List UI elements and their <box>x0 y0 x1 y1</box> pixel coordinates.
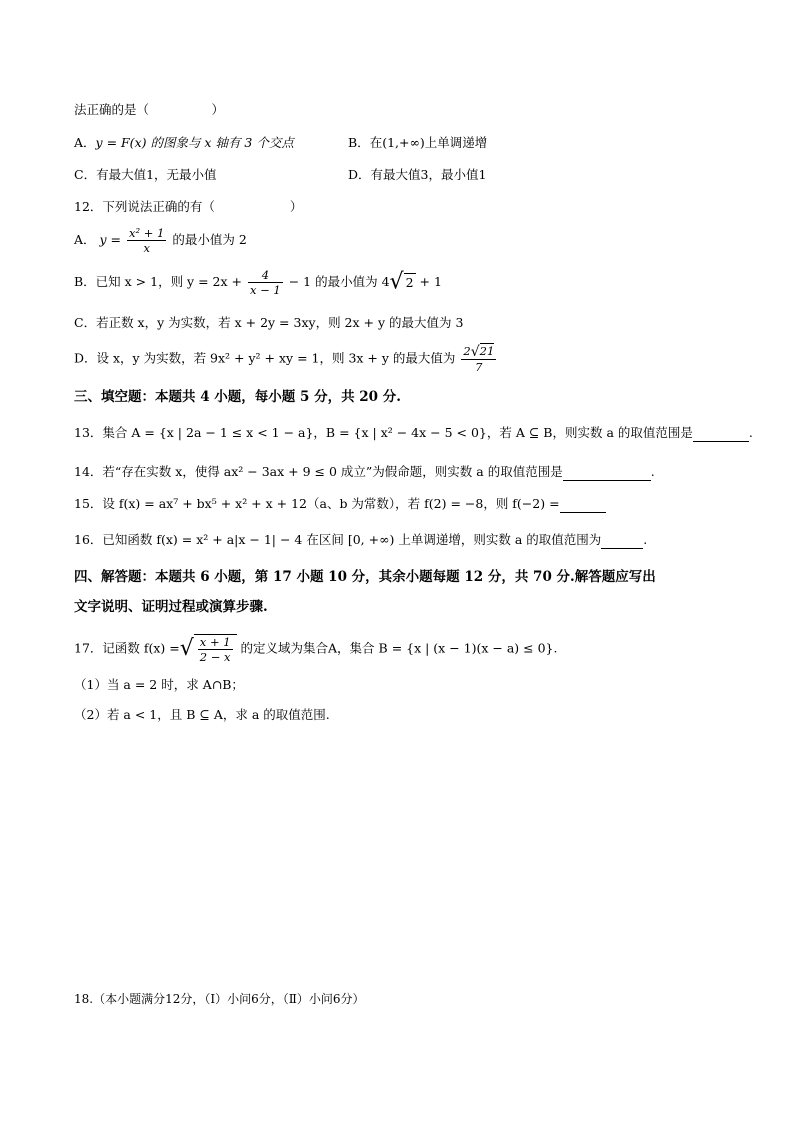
q12-option-b-denominator: x − 1 <box>249 283 281 297</box>
q12-option-b-fraction <box>248 268 283 297</box>
q13 <box>74 424 753 442</box>
q15 <box>74 495 606 513</box>
q15-text: 15．设 f(x) = ax⁷ + bx⁵ + x² + x + 12（a、b 为常数），若 f(2) = −8，则 f(−2) = <box>74 496 560 511</box>
q16 <box>74 531 647 549</box>
section-4-heading-line2: 文字说明、证明过程或演算步骤. <box>74 599 268 615</box>
q11-option-a-label: A． <box>74 135 96 150</box>
q12-option-a <box>74 226 247 255</box>
q17-pre: 17．记函数 f(x) = <box>74 640 180 656</box>
q12-option-a-pre: y = <box>99 232 122 247</box>
q12-option-d-num-coef: 2 <box>463 344 471 358</box>
q16-answer-blank[interactable] <box>601 548 643 549</box>
q15-answer-blank[interactable] <box>560 512 606 513</box>
section-3-heading: 三、填空题：本题共 4 小题，每小题 5 分，共 20 分. <box>74 389 401 405</box>
q11-option-b <box>348 134 487 152</box>
q12-option-d-denominator: 7 <box>475 360 483 374</box>
q11-option-a-text: y = F(x) 的图象与 x 轴有 3 个交点 <box>95 135 294 150</box>
q12-option-a-numerator: x² + 1 <box>129 226 165 240</box>
q16-end: . <box>643 532 648 547</box>
q12-option-b <box>74 268 442 297</box>
q13-answer-blank[interactable] <box>693 441 749 442</box>
q12-option-d-fraction <box>461 344 496 374</box>
q14 <box>74 463 655 481</box>
q12-option-a-post: 的最小值为 2 <box>172 232 247 247</box>
q17-denominator: 2 − x <box>199 650 231 664</box>
q12-option-b-numerator: 4 <box>248 268 283 283</box>
q17-post: 的定义域为集合A，集合 B = {x | (x − 1)(x − a) ≤ 0}. <box>240 640 558 656</box>
q17-fraction <box>198 635 233 664</box>
q12-option-a-label: A． <box>74 232 96 247</box>
q17-stem <box>74 634 557 664</box>
section-4-heading-line1: 四、解答题：本题共 6 小题，第 17 小题 10 分，其余小题每题 12 分，共 70 分.解答题应写出 <box>74 569 656 585</box>
q11-option-c: C．有最大值1，无最小值 <box>74 167 217 182</box>
q14-answer-blank[interactable] <box>563 480 651 481</box>
q12-option-d-num-radicand: 21 <box>479 344 495 358</box>
q11-option-a <box>74 134 294 152</box>
q12-option-b-pre: B．已知 x > 1，则 y = 2x + <box>74 274 242 289</box>
q12-option-b-end: + 1 <box>419 274 442 289</box>
q13-text: 13．集合 A = {x | 2a − 1 ≤ x < 1 − a}，B = {x | x² − 4x − 5 < 0}，若 A ⊆ B，则实数 a 的取值范围是 <box>74 425 693 440</box>
q14-text: 14．若“存在实数 x，使得 ax² − 3ax + 9 ≤ 0 成立”为假命题，则实数 a 的取值范围是 <box>74 464 563 479</box>
q12-option-a-denominator: x <box>143 241 150 255</box>
q11-option-b-text: 在(1,+∞)上单调递增 <box>369 135 488 150</box>
q13-end: . <box>748 425 753 440</box>
q12-option-d <box>74 344 498 374</box>
sqrt-symbol-icon: √ <box>470 344 480 360</box>
q17-numerator: x + 1 <box>199 635 231 649</box>
q17-sqrt-body <box>194 634 237 664</box>
sqrt-symbol-icon: √ <box>179 636 194 661</box>
q12-option-b-radicand: 2 <box>405 275 414 290</box>
q12-option-d-pre: D．设 x，y 为实数，若 9x² + y² + xy = 1，则 3x + y 的最大值为 <box>74 350 456 366</box>
q12-option-c: C．若正数 x，y 为实数，若 x + 2y = 3xy，则 2x + y 的最大值为 3 <box>74 315 464 330</box>
q18-heading: 18.（本小题满分12分，（Ⅰ）小问6分，（Ⅱ）小问6分） <box>74 992 365 1006</box>
q11-stem-tail: 法正确的是（ ） <box>74 102 225 117</box>
q17-part-2: （2）若 a < 1，且 B ⊆ A，求 a 的取值范围. <box>74 707 330 722</box>
q16-text: 16．已知函数 f(x) = x² + a|x − 1| − 4 在区间 [0, +∞) 上单调递增，则实数 a 的取值范围为 <box>74 532 602 547</box>
sqrt-symbol-icon: √ <box>389 269 404 295</box>
q17-part-1: （1）当 a = 2 时，求 A∩B； <box>74 677 244 692</box>
q11-option-b-label: B． <box>348 135 370 150</box>
q14-end: . <box>650 464 655 479</box>
q12-stem: 12．下列说法正确的有（ ） <box>74 199 303 214</box>
q12-option-b-post: − 1 的最小值为 4 <box>288 274 390 289</box>
q12-option-a-fraction <box>127 226 166 255</box>
q12-option-d-numerator <box>461 344 496 360</box>
q11-option-d: D．有最大值3，最小值1 <box>348 167 487 182</box>
